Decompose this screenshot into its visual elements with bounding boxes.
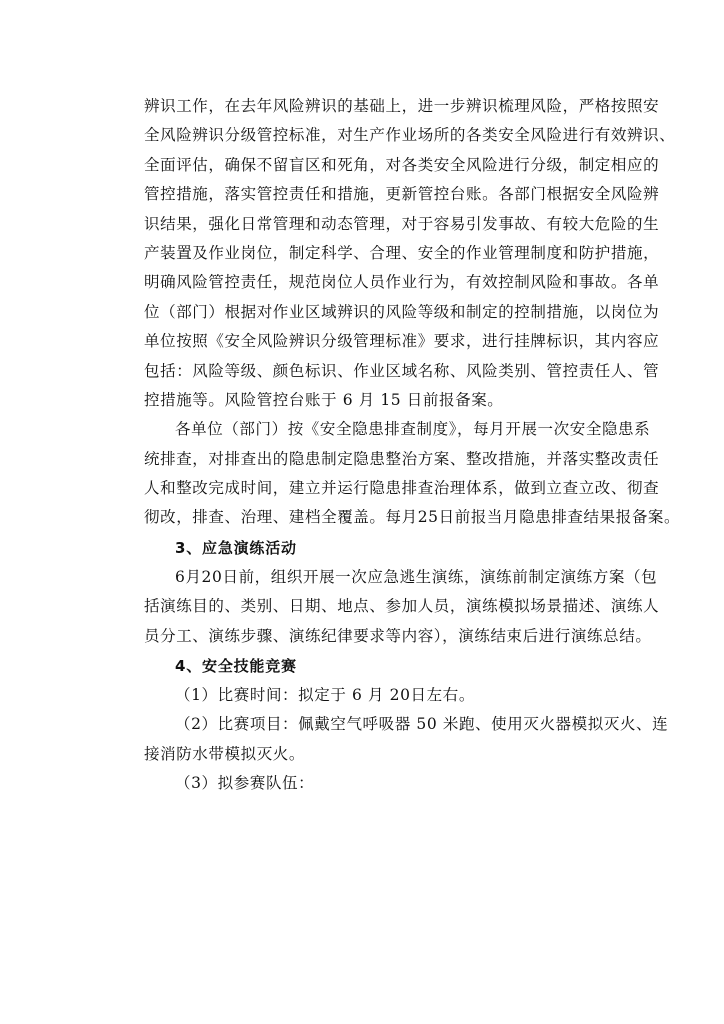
paragraph-emergency-drill xyxy=(144,563,660,651)
text-line: 括演练目的、类别、日期、地点、参加人员，演练模拟场景描述、演练人 xyxy=(144,597,660,616)
competition-item-teams: （3）拟参赛队伍： xyxy=(175,774,315,793)
document-body xyxy=(144,92,681,799)
competition-item-time: （1）比赛时间：拟定于 6 月 20日左右。 xyxy=(175,686,475,705)
text-line: 各单位（部门）按《安全隐患排查制度》，每月开展一次安全隐患系 xyxy=(175,420,651,439)
text-line: 单位按照《安全风险辨识分级管理标准》要求，进行挂牌标识，其内容应 xyxy=(144,332,660,351)
text-line: 识结果，强化日常管理和动态管理，对于容易引发事故、有较大危险的生 xyxy=(144,214,660,233)
text-line: 统排查，对排查出的隐患制定隐患整治方案、整改措施，并落实整改责任 xyxy=(144,449,660,468)
text-line: 位（部门）根据对作业区域辨识的风险等级和制定的控制措施，以岗位为 xyxy=(144,302,660,321)
text-line: 产装置及作业岗位，制定科学、合理、安全的作业管理制度和防护措施， xyxy=(144,243,660,262)
text-line: 辨识工作，在去年风险辨识的基础上，进一步辨识梳理风险，严格按照安 xyxy=(144,97,660,115)
text-line: （2）比赛项目：佩戴空气呼吸器 50 米跑、使用灭火器模拟灭火、连 xyxy=(175,715,669,734)
text-line: 管控措施，落实管控责任和措施，更新管控台账。各部门根据安全风险辨 xyxy=(144,185,660,204)
section-heading-emergency-drill: 3、应急演练活动 xyxy=(175,538,297,557)
text-line: 包括：风险等级、颜色标识、作业区域名称、风险类别、管控责任人、管 xyxy=(144,361,660,380)
paragraph-hazard-inspection xyxy=(144,415,681,533)
text-line: 彻改，排查、治理、建档全覆盖。每月25日前报当月隐患排查结果报备案。 xyxy=(144,508,681,527)
text-line: 明确风险管控责任，规范岗位人员作业行为，有效控制风险和事故。各单 xyxy=(144,273,660,292)
text-line: 控措施等。风险管控台账于 6 月 15 日前报备案。 xyxy=(144,390,504,409)
text-line: 全风险辨识分级管控标准，对生产作业场所的各类安全风险进行有效辨识、 xyxy=(144,126,676,145)
text-line: 员分工、演练步骤、演练纪律要求等内容），演练结束后进行演练总结。 xyxy=(144,626,652,645)
text-line: 6月20日前，组织开展一次应急逃生演练，演练前制定演练方案（包 xyxy=(175,567,658,586)
text-line: 人和整改完成时间，建立并运行隐患排查治理体系，做到立查立改、彻查 xyxy=(144,479,660,498)
section-heading-skills-competition: 4、安全技能竞赛 xyxy=(175,657,297,676)
text-line: 接消防水带模拟灭火。 xyxy=(144,744,306,763)
competition-item-events xyxy=(144,710,669,769)
paragraph-risk-identification xyxy=(144,92,676,415)
text-line: 全面评估，确保不留盲区和死角，对各类安全风险进行分级，制定相应的 xyxy=(144,155,660,174)
